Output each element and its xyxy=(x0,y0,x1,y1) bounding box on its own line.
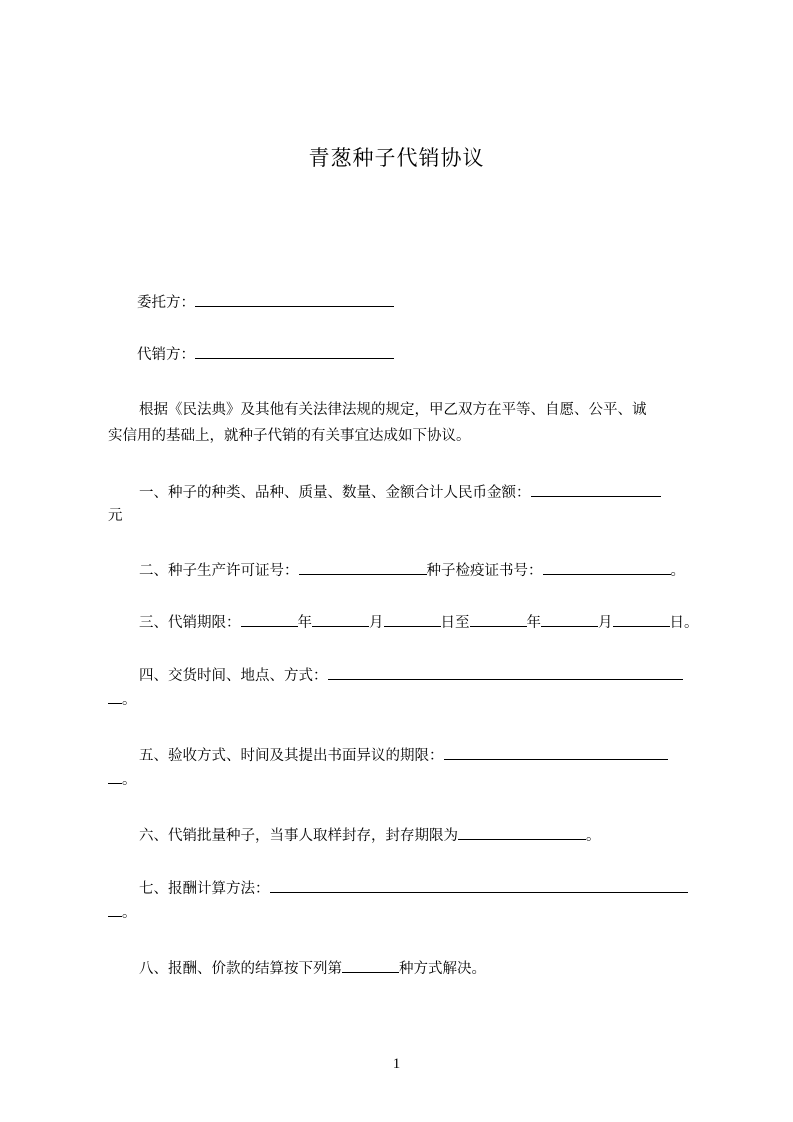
clause-4-cont xyxy=(108,689,137,710)
clause-7 xyxy=(139,878,688,899)
clause-1-unit: 元 xyxy=(108,508,123,524)
month-label: 月 xyxy=(598,615,613,631)
document-title: 青葱种子代销协议 xyxy=(308,146,485,170)
agent-label: 代销方： xyxy=(137,347,195,363)
end-day-blank[interactable] xyxy=(613,612,670,627)
delivery-blank[interactable] xyxy=(328,665,683,680)
settlement-method-blank[interactable] xyxy=(342,958,399,973)
year-label: 年 xyxy=(526,615,541,631)
clause-5 xyxy=(139,745,668,766)
day-to-label: 日至 xyxy=(440,615,470,631)
day-end-label: 日。 xyxy=(669,615,699,631)
seal-period-blank[interactable] xyxy=(458,825,586,840)
clause-3-text: 三、代销期限： xyxy=(139,615,241,631)
start-day-blank[interactable] xyxy=(384,612,441,627)
remuneration-blank-cont[interactable] xyxy=(108,902,122,917)
period: 。 xyxy=(122,772,137,788)
client-label: 委托方： xyxy=(137,295,195,311)
clause-8 xyxy=(139,958,486,979)
quarantine-cert-blank[interactable] xyxy=(543,560,671,575)
page-number: 1 xyxy=(392,1056,401,1072)
clause-8-text: 八、报酬、价款的结算按下列第 xyxy=(139,961,342,977)
amount-blank[interactable] xyxy=(531,482,661,497)
year-label: 年 xyxy=(297,615,312,631)
client-line xyxy=(137,292,394,313)
clause-2 xyxy=(139,560,685,581)
clause-1 xyxy=(139,482,661,503)
client-blank[interactable] xyxy=(195,292,394,307)
delivery-blank-cont[interactable] xyxy=(108,689,122,704)
month-label: 月 xyxy=(369,615,384,631)
clause-8-end: 种方式解决。 xyxy=(399,961,486,977)
end-year-blank[interactable] xyxy=(470,612,527,627)
period: 。 xyxy=(586,828,601,844)
intro-line-2: 实信用的基础上，就种子代销的有关事宜达成如下协议。 xyxy=(108,428,471,444)
end-month-blank[interactable] xyxy=(541,612,598,627)
clause-7-text: 七、报酬计算方法： xyxy=(139,881,270,897)
clause-7-cont xyxy=(108,902,137,923)
agent-blank[interactable] xyxy=(195,344,394,359)
agent-line xyxy=(137,344,394,365)
period: 。 xyxy=(122,905,137,921)
remuneration-blank[interactable] xyxy=(270,878,688,893)
start-year-blank[interactable] xyxy=(241,612,298,627)
acceptance-blank[interactable] xyxy=(444,745,668,760)
clause-4 xyxy=(139,665,683,686)
clause-2-end: 。 xyxy=(670,563,685,579)
clause-6-text: 六、代销批量种子，当事人取样封存，封存期限为 xyxy=(139,828,458,844)
clause-5-text: 五、验收方式、时间及其提出书面异议的期限： xyxy=(139,748,444,764)
clause-1-text: 一、种子的种类、品种、质量、数量、金额合计人民币金额： xyxy=(139,485,531,501)
clause-4-text: 四、交货时间、地点、方式： xyxy=(139,668,328,684)
clause-3 xyxy=(139,612,699,633)
start-month-blank[interactable] xyxy=(312,612,369,627)
clause-2-text: 二、种子生产许可证号： xyxy=(139,563,299,579)
clause-6 xyxy=(139,825,601,846)
intro-line-1: 根据《民法典》及其他有关法律法规的规定，甲乙双方在平等、自愿、公平、诚 xyxy=(139,402,647,418)
clause-5-cont xyxy=(108,769,137,790)
period: 。 xyxy=(122,692,137,708)
acceptance-blank-cont[interactable] xyxy=(108,769,122,784)
production-license-blank[interactable] xyxy=(299,560,427,575)
clause-2-mid: 种子检疫证书号： xyxy=(426,563,543,579)
